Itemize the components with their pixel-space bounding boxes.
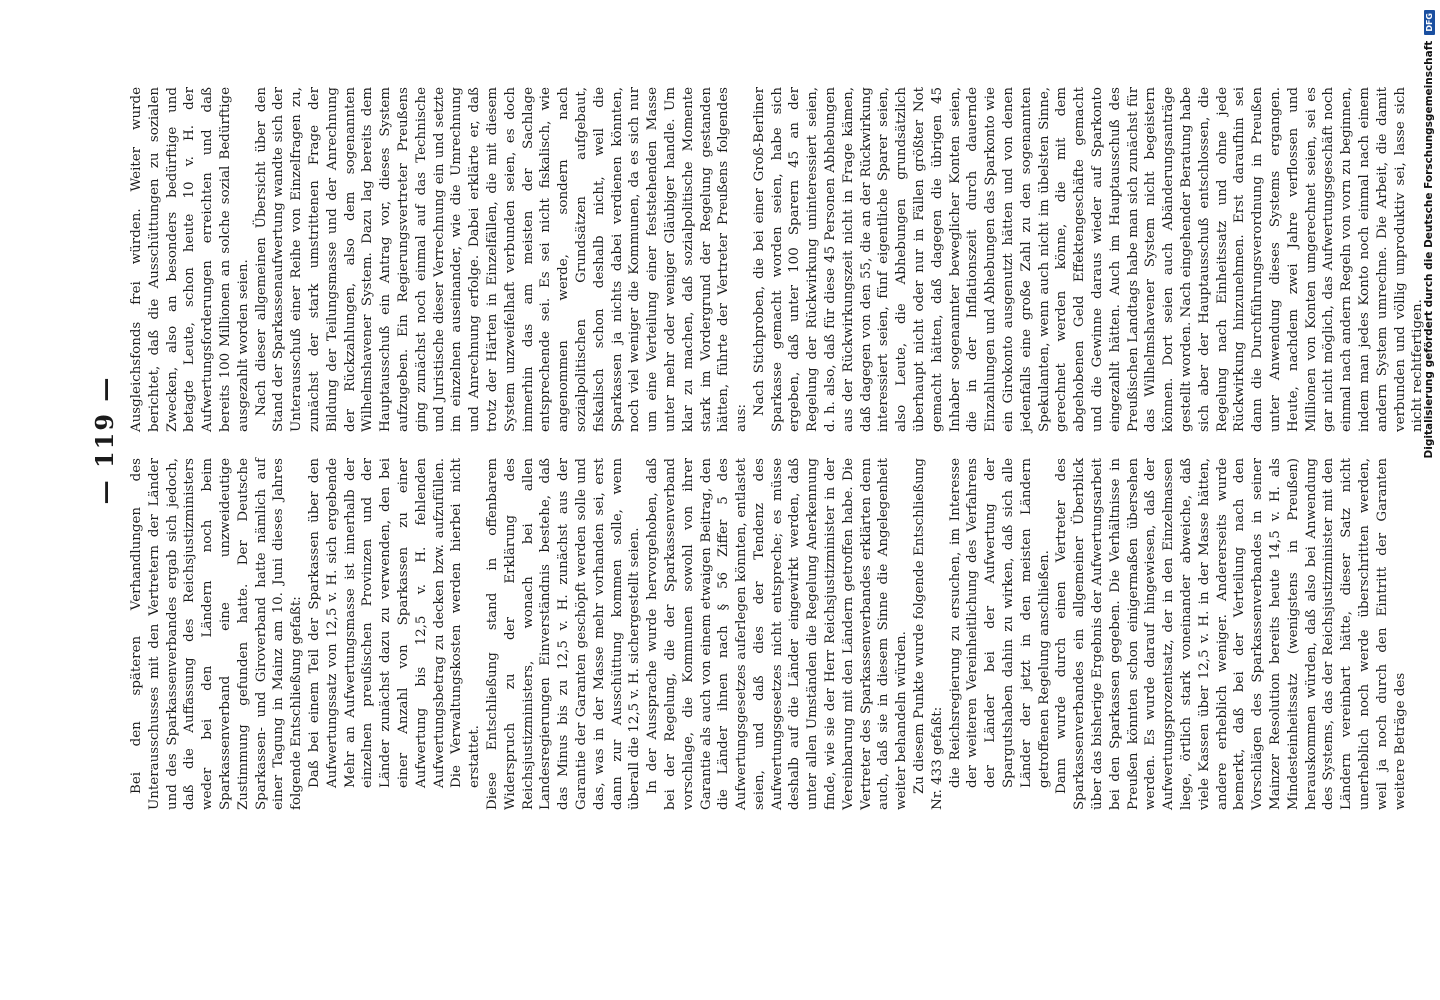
paragraph: Bei den späteren Verhandlungen des Unterausschusses mit den Vertretern der Länder und des Sparkassenverbandes ergab sich jedoch, daß die Auffassung des Reichsjustizministers weder bei den Ländern noch beim Sparkassenverband eine unzweideutige Zustimmung gefunden hatte. Der Deutsche Sparkassen- und Giroverband hatte nämlich auf einer Tagung in Mainz am 10. Juni dieses Jahres folgende Entschließung gefaßt: [129, 458, 305, 810]
paragraph: Dann wurde durch einen Vertreter des Sparkassenverbandes ein allgemeiner Überblick über das bisherige Ergebnis der Aufwertungsarbeit bei den Sparkassen gegeben. Die Verhältnisse in Preußen könnten schon einigermaßen übersehen werden. Es wurde darauf hingewiesen, daß der Aufwertungsprozentsatz, der in den Einzelmassen liege, örtlich stark voneinander abweiche, daß viele Kassen über 12,5 v. H. in der Masse hätten, andere erheblich weniger. Andererseits wurde bemerkt, daß bei der Verteilung nach den Vorschlägen des Sparkassenverbandes in seiner Mainzer Resolution bereits heute 14,5 v. H. als Mindesteinheitssatz (wenigstens in Preußen) herauskommen würden, daß also bei Anwendung des Systems, das der Reichsjustizminister mit den Ländern vereinbart hätte, dieser Satz nicht unerheblich noch werde überschritten werden, weil ja noch durch den Eintritt der Garanten weitere Beträge des [1054, 458, 1408, 810]
dfg-logo-icon: DFG [1424, 10, 1435, 35]
quoted-resolution: die Reichsregierung zu ersuchen, im Interesse der weiteren Vereinheitlichung des Verfahrens der Länder bei der Aufwertung der Spargutshaben dahin zu wirken, daß sich alle Länder der jetzt in den meisten Ländern getroffenen Regelung anschließen. [947, 458, 1052, 788]
paragraph: Zu diesem Punkte wurde folgende Entschließung Nr. 433 gefaßt: [912, 458, 945, 810]
page-number: — 119 — [90, 375, 119, 505]
paragraph: Nach Stichproben, die bei einer Groß-Berliner Sparkasse gemacht worden seien, habe sich ergeben, daß unter 100 Sparern 45 an der Regelung der Rückwirkung uninteressiert seien, d. h. also, daß für diese 45 Personen Abhebungen aus der Rückwirkungszeit nicht in Frage kämen, daß dagegen von den 55, die an der Rückwirkung interessiert seien, fünf eigentliche Sparer seien, also Leute, die Abhebungen grundsätzlich überhaupt nicht oder nur in Fällen größter Not gemacht hätten, daß dagegen die übrigen 45 Inhaber sogenannter beweglicher Konten seien, die in der Inflationszeit durch dauernde Einzahlungen und Abhebungen das Sparkonto wie ein Girokonto ausgenutzt hätten und von denen jedenfalls eine große Zahl zu den sogenannten Spekulanten, wenn auch nicht im übelsten Sinne, gerechnet werden könne, die mit dem abgehobenen Geld Effektengeschäfte gemacht und die Gewinne daraus wieder auf Sparkonto eingezahlt hätten. Auch im Hauptausschuß des Preußischen Landtags habe man sich zunächst für das Wilhelmshavener System nicht begeistern können. Dort seien auch Abänderungsanträge gestellt worden. Nach eingehender Beratung habe sich aber der Hauptausschuß entschlossen, die Regelung nach Einheitssatz und ohne jede Rückwirkung hinzunehmen. Erst daraufhin sei dann die Durchführungsverordnung in Preußen unter Anwendung dieses Systems ergangen. Heute, nachdem zwei Jahre verflossen und Millionen von Konten umgerechnet seien, sei es gar nicht möglich, das Aufwertungsgeschäft noch einmal nach andern Regeln von vorn zu beginnen, indem man jedes Konto noch einmal nach einem andern System umrechne. Die Arbeit, die damit verbunden und völlig unproduktiv sei, lasse sich nicht rechtfertigen. [751, 87, 1426, 432]
paragraph: In der Aussprache wurde hervorgehoben, daß bei der Regelung, die der Sparkassenverband vorschlage, die Kommunen sowohl von ihrer Garantie als auch von einem etwaigen Beitrag, den die Länder ihnen nach § 56 Ziffer 5 des Aufwertungsgesetzes auferlegen könnten, entlastet seien, und daß dies der Tendenz des Aufwertungsgesetzes nicht entspreche; es müsse deshalb auf die Länder eingewirkt werden, daß unter allen Umständen die Regelung Anerkennung finde, wie sie der Herr Reichsjustizminister in der Vereinbarung mit den Ländern getroffen habe. Die Vertreter des Sparkassenverbandes erklärten denn auch, daß sie in diesem Sinne die Angelegenheit weiter behandeln würden. [645, 458, 910, 810]
digitization-credit [1418, 10, 1440, 990]
text-column-left [128, 458, 1408, 810]
paragraph: Nach dieser allgemeinen Übersicht über den Stand der Sparkassenaufwertung wandte sich der Unterausschuß einer Reihe von Einzelfragen zu, zunächst der stark umstrittenen Frage der Bildung der Teilungsmasse und der Anrechnung der Rückzahlungen, also dem sogenannten Wilhelmshavener System. Dazu lag bereits dem Hauptausschuß ein Antrag vor, dieses System aufzugeben. Ein Regierungsvertreter Preußens ging zunächst noch einmal auf das Technische und Juristische dieser Verrechnung ein und setzte im einzelnen auseinander, wie die Umrechnung und Anrechnung erfolge. Dabei erklärte er, daß trotz der Härten in Einzelfällen, die mit diesem System unzweifelhaft verbunden seien, es doch immerhin das am meisten der Sachlage entsprechende sei. Es sei nicht fiskalisch, wie angenommen werde, sondern nach sozialpolitischen Grundsätzen aufgebaut, fiskalisch schon deshalb nicht, weil die Sparkassen ja nichts dabei verdienen könnten, noch viel weniger die Kommunen, da es sich nur um eine Verteilung einer feststehenden Masse unter mehr oder weniger Gläubiger handle. Um klar zu machen, daß sozialpolitische Momente stark im Vordergrund der Regelung gestanden hätten, führte der Vertreter Preußens folgendes aus: [253, 87, 750, 432]
credit-text: Digitalisierung gefördert durch die Deutsche Forschungsgemeinschaft [1423, 40, 1435, 459]
paragraph: Diese Entschließung stand in offenbarem Widerspruch zu der Erklärung des Reichsjustizministers, wonach bei allen Landesregierungen Einverständnis bestehe, daß das Minus bis zu 12,5 v. H. zunächst aus der Garantie der Garanten geschöpft werden solle und das, was in der Masse mehr vorhanden sei, erst dann zur Ausschüttung kommen solle, wenn überall die 12,5 v. H. sichergestellt seien. [484, 458, 643, 810]
paragraph: Ausgleichsfonds frei würden. Weiter wurde berichtet, daß die Ausschüttungen zu sozialen Zwecken, also an besonders bedürftige und betagte Leute, schon heute 10 v. H. der Aufwertungsforderungen erreichten und daß bereits 100 Millionen an solche sozial Bedürftige ausgezahlt worden seien. [129, 87, 251, 432]
quoted-resolution: Daß bei einem Teil der Sparkassen über den Aufwertungssatz von 12,5 v. H. sich ergebende Mehr an Aufwertungsmasse ist innerhalb der einzelnen preußischen Provinzen und der Länder zunächst dazu zu verwenden, den bei einer Anzahl von Sparkassen zu einer Aufwertung bis 12,5 v. H. fehlenden Aufwertungsbetrag zu decken bzw. aufzufüllen. Die Verwaltungskosten werden hierbei nicht erstattet. [306, 458, 483, 788]
text-column-right [128, 87, 1426, 432]
